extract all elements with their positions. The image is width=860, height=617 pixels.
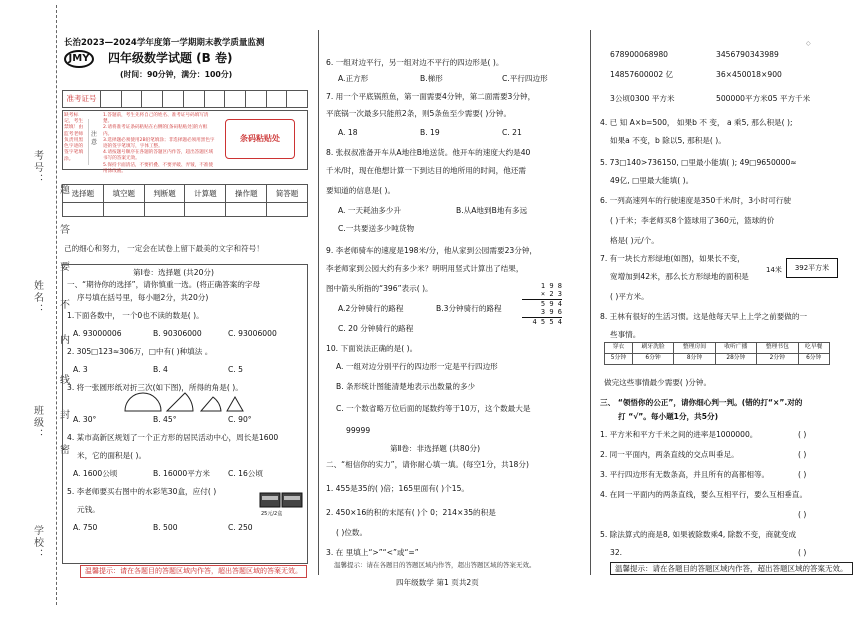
compare-left: 14857600002 亿 <box>610 70 674 79</box>
q9-options: A.2分钟骑行的路程 B.3分钟骑行的路程 <box>338 304 502 313</box>
exam-number-digit-cell[interactable] <box>184 91 205 107</box>
fill-q6: 6. 一列高速列车的行驶速度是350千米/时，3小时可行驶 <box>600 196 792 205</box>
absence-note: 缺考标记，考生禁填！由监考老师负责用黑色字迹的签字笔填涂。 <box>64 113 84 162</box>
judge-q1: 1. 平方米和平方千米之间的进率是1000000。 <box>600 430 758 439</box>
q7-stem: 7. 用一个平底锅煎鱼，第一面需要4分钟，第二面需要3分钟， <box>326 92 536 101</box>
name-label: 姓名： <box>31 280 43 316</box>
fill-q7: ( )平方米。 <box>610 292 649 301</box>
exam-number-cells[interactable] <box>101 91 307 107</box>
exam-number-box <box>62 90 308 108</box>
fill-q1: 1. 455是35的( )倍；165里面有( )个15。 <box>326 484 469 493</box>
q5-stem: 元钱。 <box>77 505 100 514</box>
judge-blank[interactable]: ( ) <box>798 510 807 519</box>
fill-q4: 4. 已 知 A×b=500， 如果b 不 变， a 乘5, 那么积是( ); <box>600 118 793 127</box>
exam-title: 四年级数学试题 (B 卷) <box>108 51 233 65</box>
section2-intro: 二、“相信你的实力”，请你耐心填一填。(每空1分，共18分) <box>326 460 529 469</box>
school-label: 学校： <box>31 525 43 561</box>
q3-stem: 3. 将一张圆形纸对折三次(如下图)，所得的角是( )。 <box>67 383 243 392</box>
exam-number-digit-cell[interactable] <box>225 91 246 107</box>
page-number: 四年级数学 第1 页共2页 <box>396 578 479 587</box>
exam-number-label: 考号： <box>31 150 43 186</box>
q10-stem: 10. 下面说法正确的是( )。 <box>326 344 418 353</box>
notice-lines: 1.答题前，考生先将自己的姓名、准考证号码填写清楚。 2.请将准考证条码粘贴在右侧的[条码粘贴处]的方框内。 3.选择题必须使用2B铅笔填涂；非选择题必须用黑色字迹的签字笔填写，字体工整。 4.请按题号顺序在各题的答题区内作答，超出答题区域书写的答案无效。 5.保持卡面清洁，不要折叠、不要弄破、弄皱，不准使用涂改液。 <box>103 113 215 174</box>
judge-blank[interactable]: ( ) <box>798 450 807 459</box>
fill-q8: 些事情。 <box>610 330 641 339</box>
fill-q2: ( )位数。 <box>336 528 368 537</box>
fill-q7: 宽增加到42米，那么长方形绿地的面积是 <box>610 272 749 281</box>
judge-title: 打 “√”。每小题1分，共5分) <box>618 412 719 421</box>
q4-stem: 4. 某市高新区规划了一个正方形的居民活动中心，周长是1600 <box>67 433 279 442</box>
judge-q5: 5. 除法算式的商是8, 如果被除数乘4, 除数不变，商就变成 <box>600 530 797 539</box>
q5-stem: 5. 李老师要买右图中的水彩笔30盒，应付( ) <box>67 487 217 496</box>
q5-options: A. 750 B. 500 C. 250 <box>73 523 253 532</box>
judge-blank[interactable]: ( ) <box>798 470 807 479</box>
exam-number-digit-cell[interactable] <box>205 91 226 107</box>
footer-note: 温馨提示：请在各题目的答题区域内作答，超出答题区域的答案无效。 <box>610 562 853 575</box>
compare-left: 678900068980 <box>610 50 668 59</box>
q4-options: A. 1600公顷 B. 16000平方米 C. 16公顷 <box>73 469 263 478</box>
judge-q2: 2. 同一平面内，两条直线的交点叫垂足。 <box>600 450 739 459</box>
section1-title: 第Ⅰ卷：选择题 (共20分) <box>133 268 214 277</box>
q9-stem: 图中箭头所指的“396”表示( )。 <box>326 284 433 293</box>
folded-circle-figure <box>123 391 273 413</box>
judge-title: 三、 “领悟你的公正”，请你细心判一判。(错的打“×”.对的 <box>600 398 803 407</box>
fill-q7: 7. 有一块长方形绿地(如图)，如果长不变， <box>600 254 745 263</box>
fill-q6: ( )千米；李老师买8个篮球用了360元，篮球的价 <box>610 216 775 225</box>
q10-option: 99999 <box>346 426 371 435</box>
seal-char: 答 <box>60 225 70 236</box>
compare-right: 500000平方米05 平方千米 <box>716 94 811 103</box>
seal-char: 线 <box>60 375 70 386</box>
score-header: 填空题 <box>103 185 144 203</box>
exam-number-digit-cell[interactable] <box>287 91 307 107</box>
q3-options: A. 30° B. 45° C. 90° <box>73 415 252 424</box>
exam-header: 长治2023—2024学年度第一学期期末教学质量监测 <box>64 38 265 48</box>
judge-q3: 3. 平行四边形有无数条高，并且所有的高都相等。 <box>600 470 770 479</box>
q8-options: C.一共要送多少吨货物 <box>338 224 415 233</box>
exam-number-digit-cell[interactable] <box>122 91 143 107</box>
q10-option: A. 一组对边分别平行的四边形一定是平行四边形 <box>336 362 498 371</box>
score-table <box>62 184 308 217</box>
q9-stem: 李老师家到公园大约有多少米？明明用竖式计算出了结果， <box>326 264 524 273</box>
logo: JMY <box>64 50 94 68</box>
compare-right: 36×450018×900 <box>716 70 782 79</box>
fill-q5: 49亿, □里最大能填( )。 <box>610 176 694 185</box>
q6-stem: 6. 一组对边平行，另一组对边不平行的四边形是( )。 <box>326 58 504 67</box>
column-1 <box>62 38 310 583</box>
q4-stem: 米，它的面积是( )。 <box>77 451 147 460</box>
fill-q3: 3. 在 里填上“>”“<”或“=” <box>326 548 419 557</box>
q7-options: A. 18 B. 19 C. 21 <box>338 128 522 137</box>
column-2 <box>326 34 582 579</box>
vertical-calculation: 1 9 8 × 2 3 5 9 4 3 9 6 4 5 5 4 <box>522 282 562 326</box>
fill-q2: 2. 450×16的积的末尾有( )个 0；214×35的积是 <box>326 508 496 517</box>
q10-option: C. 一个数省略万位后面的尾数约等于10万，这个数最大是 <box>336 404 531 413</box>
section1-intro: 一、“期待你的选择”，请你慎重一选。(将正确答案的字母 <box>67 280 261 289</box>
compare-left: 3公顷0300 平方米 <box>610 94 675 103</box>
fill-q8-answer: 做完这些事情最少需要( )分钟。 <box>604 378 712 387</box>
fill-q8: 8. 王林有很好的生活习惯。这是他每天早上上学之前要做的一 <box>600 312 808 321</box>
judge-blank[interactable]: ( ) <box>798 548 807 557</box>
q2-stem: 2. 305□123≈306万，□中有( )种填法 。 <box>67 347 213 356</box>
score-header: 操作题 <box>226 185 267 203</box>
barcode-area: 条码粘贴处 <box>225 119 295 159</box>
seal-char: 内 <box>60 335 70 346</box>
habit-table: 穿衣 刷牙洗脸 整理房间 收听广播 整理书包 吃早餐 5分钟 6分钟 8分钟 28分钟 2分钟 6分钟 <box>604 342 830 365</box>
class-label: 班级： <box>31 405 43 441</box>
compare-right: 3456790343989 <box>716 50 779 59</box>
exam-number-digit-cell[interactable] <box>246 91 267 107</box>
paint-box-figure <box>258 489 306 511</box>
time-score: (时间：90分钟，满分：100分) <box>120 70 233 79</box>
section1-box <box>62 264 308 564</box>
rect-area-figure: 392平方米 <box>786 258 838 278</box>
q9-stem: 9. 李老师骑车的速度是198米/分，他从家到公园需要23分钟， <box>326 246 538 255</box>
exam-number-digit-cell[interactable] <box>101 91 122 107</box>
score-header: 选择题 <box>63 185 104 203</box>
seal-char: 封 <box>60 410 70 421</box>
q9-options: C. 20 分钟骑行的路程 <box>338 324 414 333</box>
judge-q5: 32. <box>610 548 623 557</box>
exam-number-digit-cell[interactable] <box>267 91 288 107</box>
footer-note: 温馨提示：请在各题目的答题区域内作答，超出答题区域的答案无效。 <box>334 561 536 569</box>
q8-stem: 千米/时，现在他想计算一下到达目的地所用的时间，他还需 <box>326 166 526 175</box>
notice-box <box>62 110 308 174</box>
score-header: 判断题 <box>144 185 185 203</box>
q8-stem: 要知道的信息是( )。 <box>326 186 396 195</box>
fill-q6: 格是( )元/个。 <box>610 236 659 245</box>
seal-char: 不 <box>60 300 70 311</box>
judge-q4: 4. 在同一平面内的两条直线，要么互相平行，要么互相垂直。 <box>600 490 808 499</box>
q1-options: A. 93000006 B. 90306000 C. 93006000 <box>73 329 277 338</box>
seal-line <box>56 5 57 605</box>
column-3: ◇ 678900068980 3456790343989 14857600002 亿 36×450018×900 3公顷0300 平方米 500000平方米05 平方千米 4. 已 知 A×b=500， 如果b 不 变， a 乘5, 那么积是( ); 如果a 不变，b 除以5, 那积是( )。 5. 73□140>736150, □里最小能填( ); 49□9650000≈ 49亿, □里最大能填( )。 6. 一列高速列车的行驶速度是350千米/时，3小时可行驶 ( )千米；李老师买8个篮球用了360元，篮球的价 格是( )元/个。 7. 有一块长方形绿地(如图)，如果长不变， 宽增加到42米，那么长方形绿地的面积是 ( )平方米。 14米 392平方米 8. 王林有很好的生活习惯。这是他每天早上上学之前要做的一 些事情。 穿衣 刷牙洗脸 整理房间 收听广播 整理书包 吃早餐 5分钟 6分钟 8分钟 28分钟 2分钟 6分钟 做完这些事情最少需要( )分钟。 三、 “领悟你的公正”，请你细心判一判。(错的打“×”.对的 打 “√”。每小题1分，共5分) 1. 平方米和平方千米之间的进率是1000000。 ( ) 2. 同一平面内，两条直线的交点叫垂足。 ( ) 3. 平行四边形有无数条高，并且所有的高都相等。 ( ) 4. 在同一平面内的两条直线，要么互相平行，要么互相垂直。 ( ) 5. 除法算式的商是8, 如果被除数乘4, 除数不变，商就变成 32. ( ) 温馨提示：请在各题目的答题区域内作答，超出答题区域的答案无效。 <box>596 36 836 581</box>
exam-number-digit-cell[interactable] <box>163 91 184 107</box>
seal-char: 要 <box>60 262 70 273</box>
exam-number-label: 准考证号 <box>63 91 101 107</box>
fill-q4: 如果a 不变，b 除以5, 那积是( )。 <box>610 136 726 145</box>
fill-q5: 5. 73□140>736150, □里最小能填( ); 49□9650000≈ <box>600 158 797 167</box>
footer-note: 温馨提示：请在各题目的答题区域内作答，超出答题区域的答案无效。 <box>80 565 307 578</box>
motto: 己的细心和努力， 一定会在试卷上留下最美的文字和符号！ <box>64 244 264 253</box>
seal-char: 题 <box>60 185 70 196</box>
section2-title: 第Ⅱ卷：非选择题 (共80分) <box>390 444 481 453</box>
q7-stem: 平底锅一次最多只能煎2条，则5条鱼至少需要( )分钟。 <box>326 109 512 118</box>
q6-options: A.正方形 B.梯形 C.平行四边形 <box>338 74 548 83</box>
q8-options: A. 一天耗油多少升 B.从A地到B地有多远 <box>338 206 528 215</box>
score-header: 计算题 <box>185 185 226 203</box>
seal-char: 密 <box>60 445 70 456</box>
section1-intro: 序号填在括号里，每小题2分，共20分) <box>77 293 209 302</box>
q1-stem: 1.下面各数中， 一个0也不读的数是( )。 <box>67 311 204 320</box>
score-header: 简答题 <box>267 185 308 203</box>
rect-width-label: 14米 <box>766 266 782 274</box>
exam-number-digit-cell[interactable] <box>142 91 163 107</box>
q2-options: A. 3 B. 4 C. 5 <box>73 365 243 374</box>
paint-box-price: 25元/2盒 <box>261 511 283 517</box>
judge-blank[interactable]: ( ) <box>798 430 807 439</box>
q8-stem: 8. 张叔叔准备开车从A地往B地送货。他开车的速度大约是40 <box>326 148 531 157</box>
notice-label: 注 意 <box>91 131 98 146</box>
q10-option: B. 条形统计图能清楚地表示出数量的多少 <box>336 382 476 391</box>
